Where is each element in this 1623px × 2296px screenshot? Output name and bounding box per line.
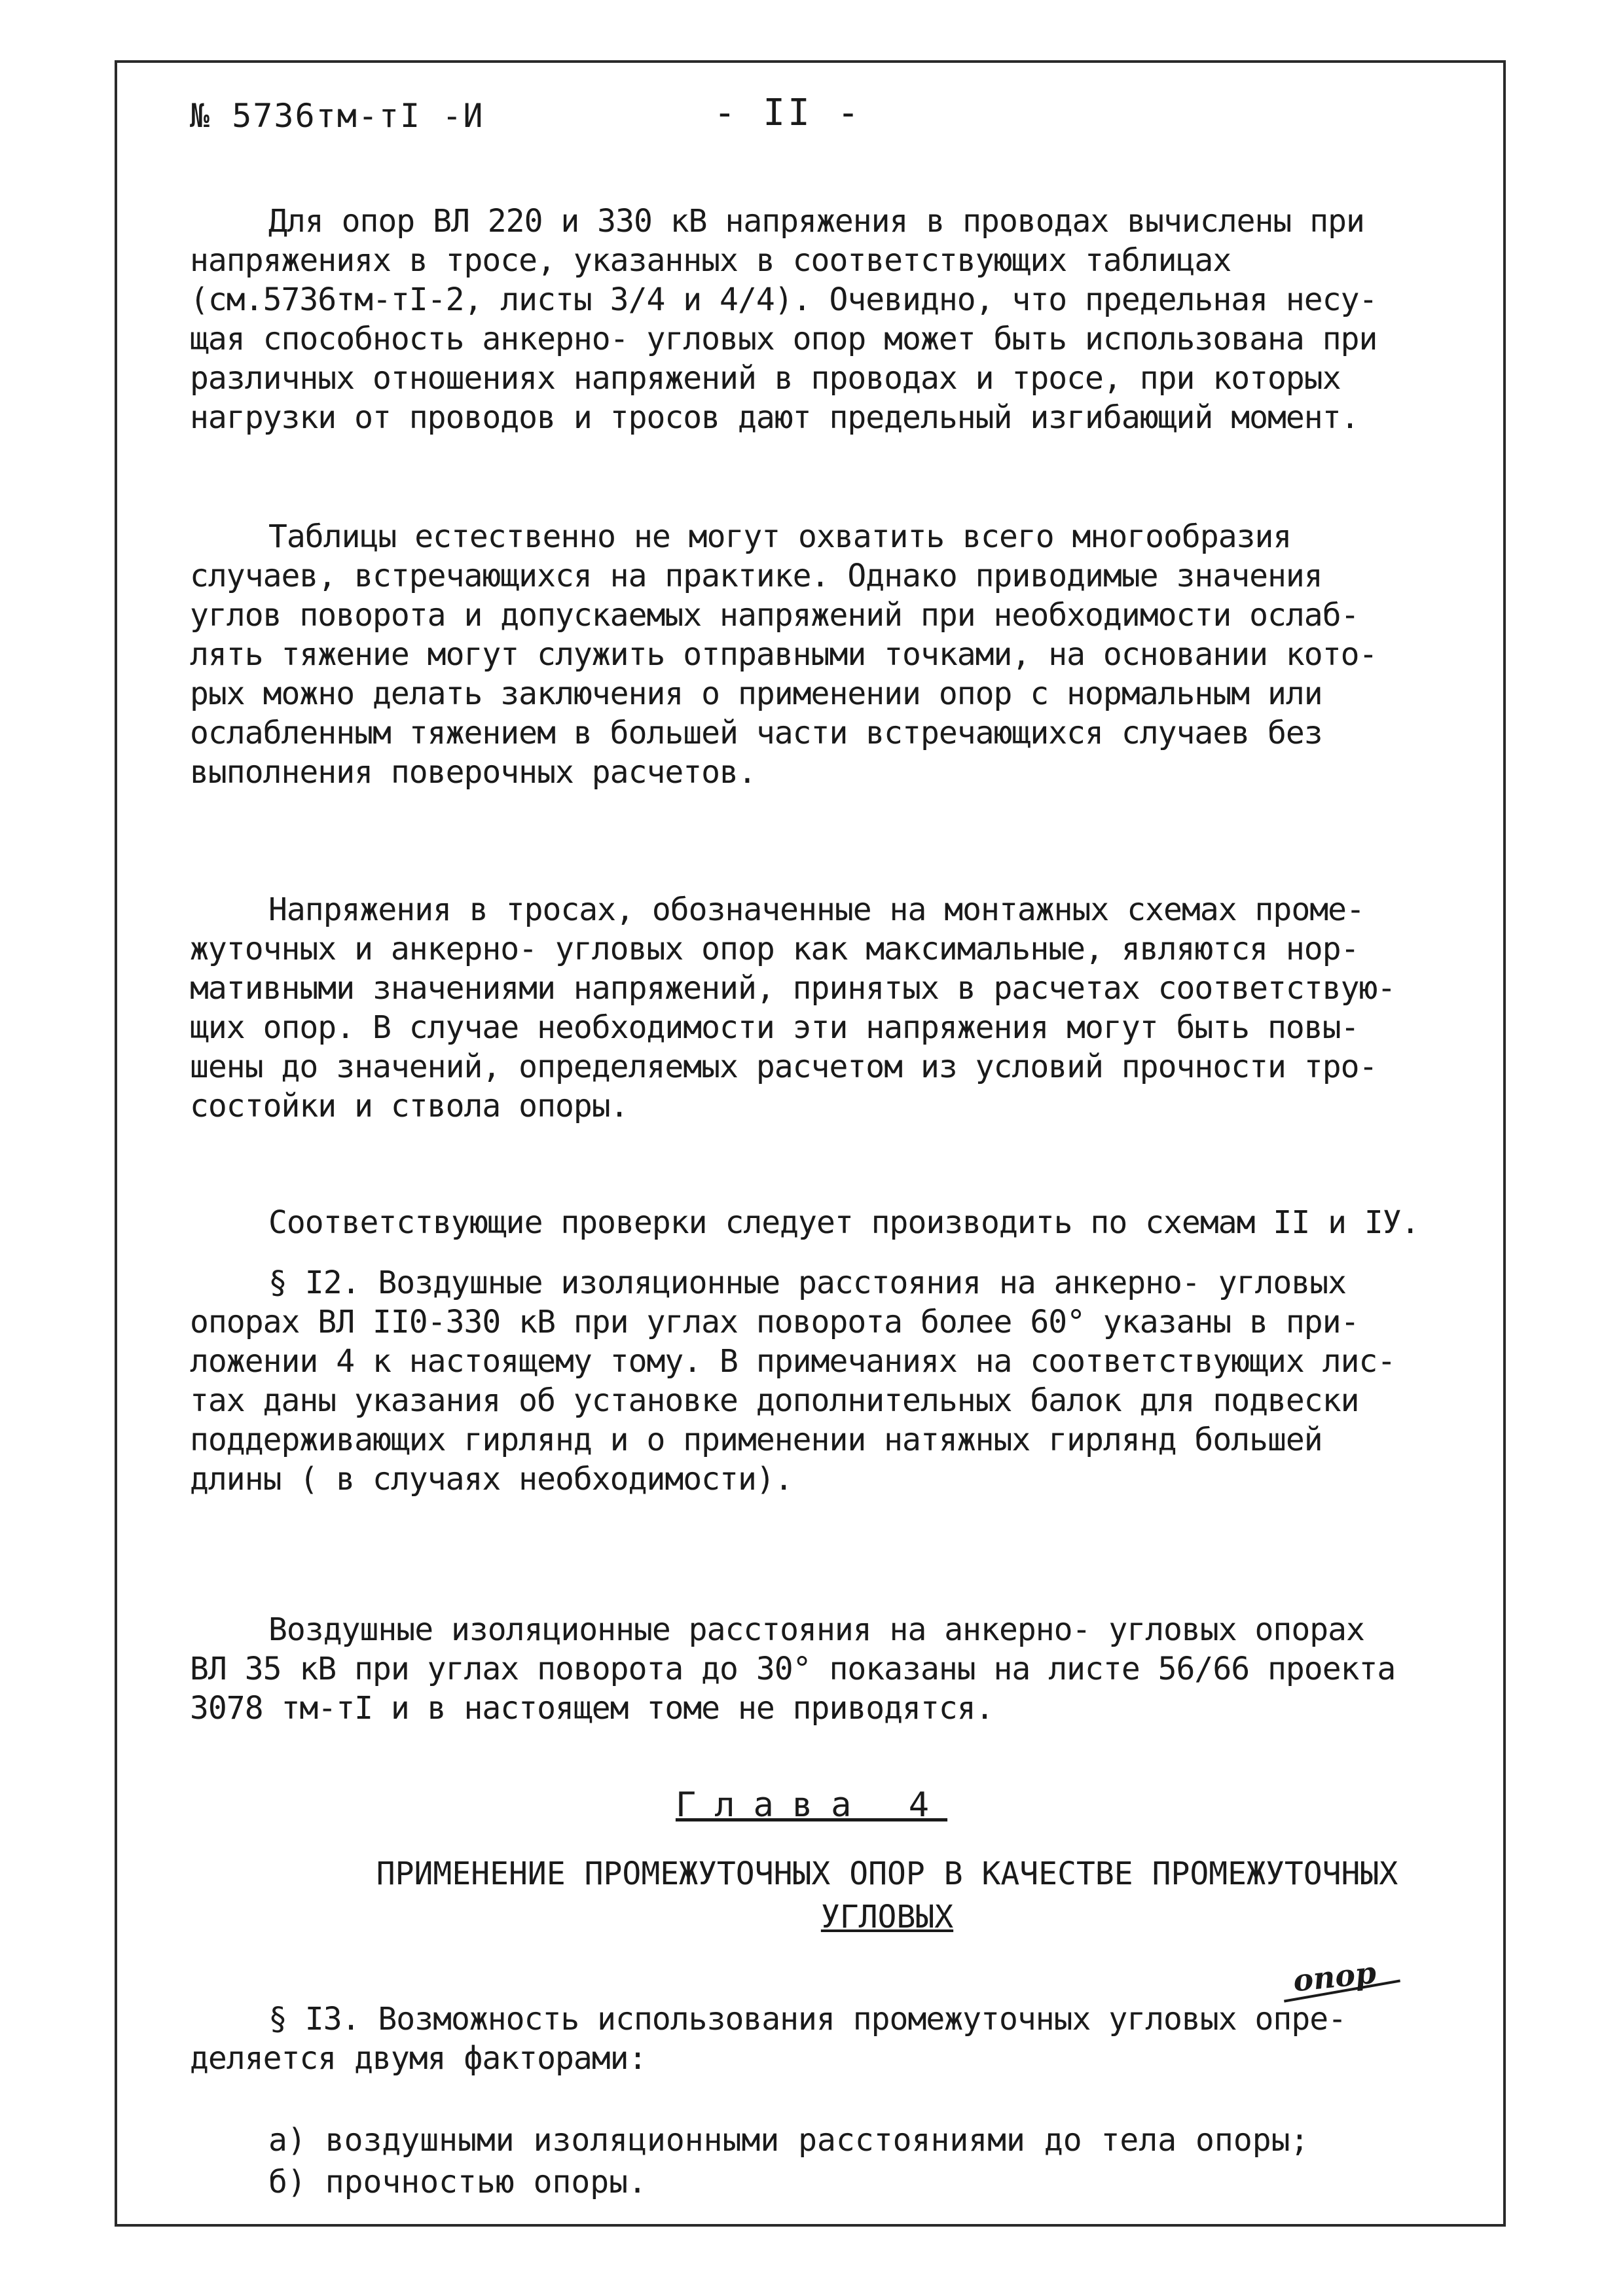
text-line: деляется двумя факторами:	[190, 2040, 647, 2077]
document-number: № 5736тм-тI -И	[190, 97, 484, 135]
text-line: выполнения поверочных расчетов.	[190, 754, 756, 791]
paragraph-6	[190, 1610, 1493, 1728]
text-line: 3078 тм-тI и в настоящем томе не приводятся.	[190, 1690, 994, 1727]
text-line: шены до значений, определяемых расчетом из условий прочности тро-	[190, 1049, 1377, 1085]
text-line: щих опор. В случае необходимости эти напряжения могут быть повы-	[190, 1009, 1359, 1046]
text-line: тах даны указания об установке дополнительных балок для подвески	[190, 1382, 1359, 1419]
text-line: ВЛ 35 кВ при углах поворота до 30° показаны на листе 56/66 проекта	[190, 1651, 1396, 1687]
text-line: опорах ВЛ II0-330 кВ при углах поворота более 60° указаны в при-	[190, 1304, 1359, 1340]
text-line: мативными значениями напряжений, принятых в расчетах соответствую-	[190, 970, 1396, 1007]
text-line: щая способность анкерно- угловых опор может быть использована при	[190, 321, 1377, 357]
text-line: различных отношениях напряжений в проводах и тросе, при которых	[190, 360, 1341, 397]
text-line: ослабленным тяжением в большей части встречающихся случаев без	[190, 715, 1322, 751]
chapter-heading-line: ПРИМЕНЕНИЕ ПРОМЕЖУТОЧНЫХ ОПОР В КАЧЕСТВЕ ПРОМЕЖУТОЧНЫХ	[376, 1856, 1398, 1892]
handwritten-insert: опор	[1291, 1954, 1378, 1999]
chapter-heading	[314, 1852, 1460, 1939]
text-line: состойки и ствола опоры.	[190, 1088, 629, 1124]
paragraph-section-13	[190, 2000, 1493, 2078]
text-line: напряжениях в тросе, указанных в соответствующих таблицах	[190, 242, 1231, 279]
text-line: ложении 4 к настоящему тому. В примечаниях на соответствующих лис-	[190, 1343, 1396, 1380]
text-line: длины ( в случаях необходимости).	[190, 1461, 793, 1498]
text-line: лять тяжение могут служить отправными точками, на основании кото-	[190, 636, 1377, 673]
paragraph-2	[190, 517, 1493, 792]
paragraph-1	[190, 202, 1493, 437]
text-line: § I2. Воздушные изоляционные расстояния на анкерно- угловых	[268, 1265, 1347, 1301]
text-line: углов поворота и допускаемых напряжений при необходимости ослаб-	[190, 597, 1359, 634]
text-line: Таблицы естественно не могут охватить всего многообразия	[268, 518, 1292, 555]
text-line: рых можно делать заключения о применении опор с нормальным или	[190, 675, 1322, 712]
text-line: Соответствующие проверки следует производить по схемам II и IУ.	[268, 1204, 1419, 1241]
list-item: а) воздушными изоляционными расстояниями до тела опоры;	[268, 2122, 1309, 2159]
paragraph-4	[190, 1203, 1493, 1242]
text-line: (см.5736тм-тI-2, листы 3/4 и 4/4). Очевидно, что предельная несу-	[190, 281, 1377, 318]
text-line: Воздушные изоляционные расстояния на анкерно- угловых опорах	[268, 1611, 1364, 1648]
text-line: случаев, встречающихся на практике. Однако приводимые значения	[190, 558, 1322, 594]
text-line: поддерживающих гирлянд и о применении натяжных гирлянд большей	[190, 1422, 1322, 1458]
paragraph-section-12	[190, 1263, 1493, 1499]
list-item: б) прочностью опоры.	[268, 2164, 647, 2200]
paragraph-3	[190, 890, 1493, 1126]
factors-list	[268, 2119, 1309, 2203]
text-line: § I3. Возможность использования промежуточных угловых опре-	[268, 2001, 1347, 2037]
page-number: - II -	[714, 92, 862, 134]
text-line: жуточных и анкерно- угловых опор как максимальные, являются нор-	[190, 931, 1359, 967]
chapter-title: Глава 4	[675, 1785, 948, 1825]
text-line: Напряжения в тросах, обозначенные на монтажных схемах проме-	[268, 891, 1364, 928]
text-line: Для опор ВЛ 220 и 330 кВ напряжения в проводах вычислены при	[268, 203, 1364, 240]
text-line: нагрузки от проводов и тросов дают предельный изгибающий момент.	[190, 399, 1359, 436]
chapter-heading-line: УГЛОВЫХ	[820, 1899, 954, 1935]
